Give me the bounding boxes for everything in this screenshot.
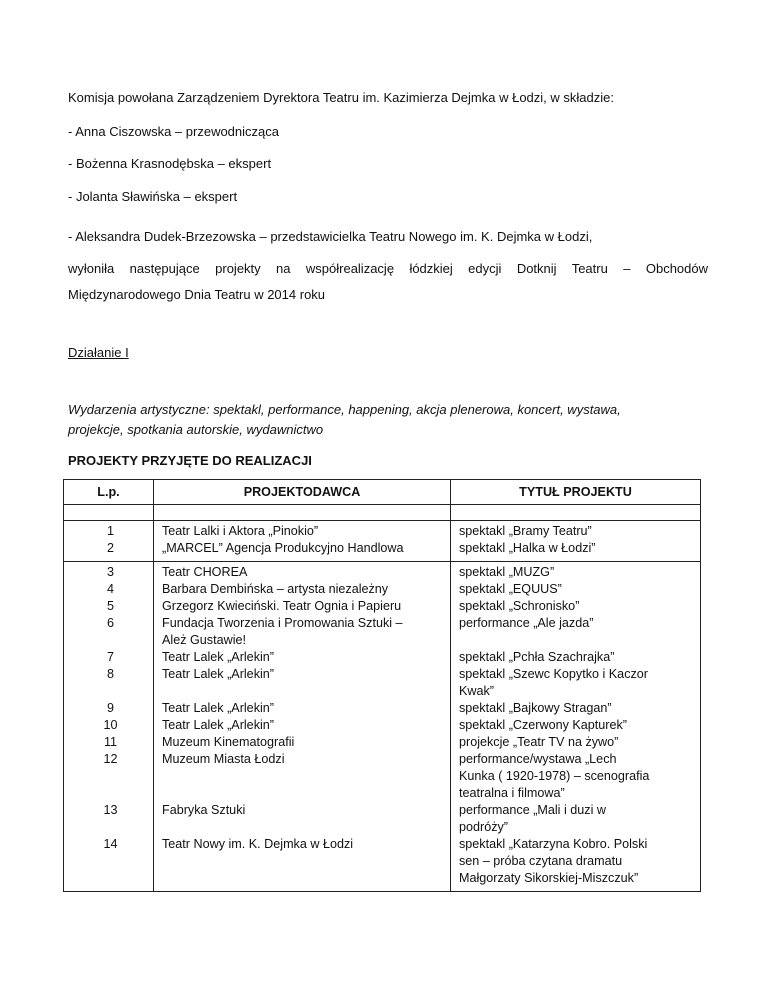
member-chair: - Anna Ciszowska – przewodnicząca	[68, 124, 279, 139]
cell-line: 3	[106, 565, 114, 579]
cell-line: Kwak”	[459, 684, 494, 698]
cell-line: spektakl „Halka w Łodzi”	[459, 541, 596, 555]
table-title: PROJEKTY PRZYJĘTE DO REALIZACJI	[68, 453, 312, 468]
cell-line	[162, 768, 446, 785]
cell-line: 10	[103, 718, 118, 732]
cell-line: spektakl „Schronisko”	[459, 599, 580, 613]
cell-line: spektakl „MUZG”	[459, 565, 555, 579]
cell-line: Grzegorz Kwieciński. Teatr Ognia i Papieru	[162, 599, 402, 613]
cell-line: spektakl „Czerwony Kapturek”	[459, 718, 627, 732]
cell-line	[72, 768, 149, 785]
cell-line: performance/wystawa „Lech	[459, 752, 617, 766]
cell-line: 11	[103, 735, 118, 749]
cell-line: sen – próba czytana dramatu	[459, 854, 623, 868]
member-representative: - Aleksandra Dudek-Brzezowska – przedstawicielka Teatru Nowego im. K. Dejmka w Łodzi,	[68, 229, 593, 244]
cell-line: projekcje „Teatr TV na żywo”	[459, 735, 619, 749]
cell-line: 5	[106, 599, 114, 613]
cell-line: 8	[106, 667, 114, 681]
cell-line: teatralna i filmowa”	[459, 786, 565, 800]
member-expert-2: - Jolanta Sławińska – ekspert	[68, 189, 238, 204]
cell-line: spektakl „Katarzyna Kobro. Polski	[459, 837, 648, 851]
projects-table	[63, 479, 701, 892]
cell-line: performance „Mali i duzi w	[459, 803, 606, 817]
lp-cell	[64, 521, 153, 561]
cell-line: 14	[103, 837, 118, 851]
cell-line: Teatr Lalek „Arlekin”	[162, 701, 274, 715]
cell-line: Małgorzaty Sikorskiej-Miszczuk”	[459, 871, 639, 885]
section-heading: Działanie I	[68, 345, 129, 360]
decision-line-1: wyłoniła następujące projekty na współrealizację łódzkiej edycji Dotknij Teatru – Obchodów	[68, 261, 708, 276]
decision-line-2: Międzynarodowego Dnia Teatru w 2014 roku	[68, 287, 326, 302]
category-line-2: projekcje, spotkania autorskie, wydawnictwo	[68, 422, 324, 437]
project-title-cell	[451, 562, 700, 891]
table-header-row	[64, 480, 701, 505]
cell-line: 9	[106, 701, 114, 715]
member-expert-1: - Bożenna Krasnodębska – ekspert	[68, 156, 272, 171]
cell-line: spektakl „Bramy Teatru”	[459, 524, 592, 538]
cell-line	[72, 632, 149, 649]
cell-line: Teatr Lalek „Arlekin”	[162, 718, 274, 732]
cell-line	[459, 632, 696, 649]
table-row	[64, 521, 701, 562]
cell-line: spektakl „Bajkowy Stragan”	[459, 701, 612, 715]
cell-line	[72, 785, 149, 802]
cell-line: 1	[106, 524, 114, 538]
cell-line: 7	[106, 650, 114, 664]
cell-line	[162, 819, 446, 836]
cell-line: spektakl „EQUUS”	[459, 582, 562, 596]
lp-cell	[64, 562, 153, 857]
cell-line: Ależ Gustawie!	[162, 633, 246, 647]
applicant-cell	[154, 521, 450, 561]
header-lp: L.p.	[64, 480, 154, 505]
project-title-cell	[451, 521, 700, 561]
cell-line: Teatr Lalek „Arlekin”	[162, 667, 274, 681]
cell-line: „MARCEL” Agencja Produkcyjno Handlowa	[162, 541, 404, 555]
header-project-title: TYTUŁ PROJEKTU	[451, 480, 701, 505]
cell-line: 4	[106, 582, 114, 596]
applicant-cell	[154, 562, 450, 857]
cell-line	[162, 785, 446, 802]
table-row	[64, 562, 701, 892]
cell-line: Muzeum Kinematografii	[162, 735, 295, 749]
category-line-1: Wydarzenia artystyczne: spektakl, performance, happening, akcja plenerowa, koncert, wystawa,	[68, 402, 621, 417]
cell-line: Teatr Lalek „Arlekin”	[162, 650, 274, 664]
cell-line	[72, 683, 149, 700]
cell-line: podróży”	[459, 820, 508, 834]
cell-line: Teatr CHOREA	[162, 565, 248, 579]
table-spacer-row	[64, 505, 701, 521]
cell-line: spektakl „Szewc Kopytko i Kaczor	[459, 667, 648, 681]
cell-line: Teatr Nowy im. K. Dejmka w Łodzi	[162, 837, 354, 851]
header-applicant: PROJEKTODAWCA	[154, 480, 451, 505]
cell-line: Fabryka Sztuki	[162, 803, 246, 817]
cell-line: 2	[106, 541, 114, 555]
cell-line: 6	[106, 616, 114, 630]
cell-line	[162, 683, 446, 700]
cell-line: Teatr Lalki i Aktora „Pinokio”	[162, 524, 319, 538]
intro-paragraph: Komisja powołana Zarządzeniem Dyrektora Teatru im. Kazimierza Dejmka w Łodzi, w składzie:	[68, 90, 614, 105]
cell-line: Muzeum Miasta Łodzi	[162, 752, 285, 766]
cell-line: Barbara Dembińska – artysta niezależny	[162, 582, 389, 596]
cell-line: performance „Ale jazda”	[459, 616, 594, 630]
cell-line: 13	[103, 803, 118, 817]
cell-line: spektakl „Pchła Szachrajka”	[459, 650, 615, 664]
cell-line: 12	[103, 752, 118, 766]
cell-line: Kunka ( 1920-1978) – scenografia	[459, 769, 650, 783]
cell-line	[72, 819, 149, 836]
cell-line: Fundacja Tworzenia i Promowania Sztuki –	[162, 616, 403, 630]
